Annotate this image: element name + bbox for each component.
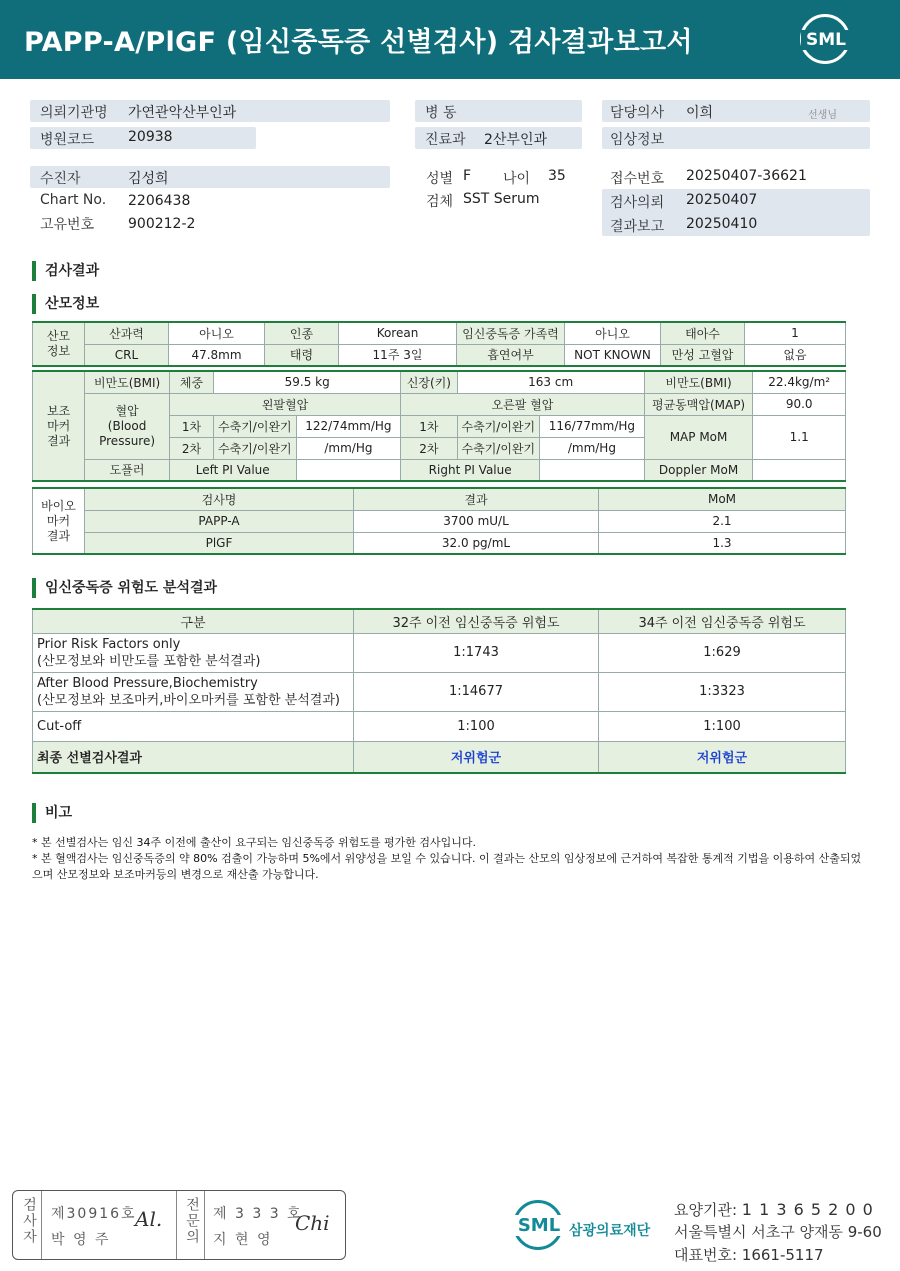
weight-value: 59.5 kg — [214, 371, 401, 393]
section-maternal-title: 산모정보 — [32, 294, 99, 314]
signature-box — [12, 1190, 346, 1260]
bio-header: MoM — [599, 488, 846, 510]
map-mom-value: 1.1 — [753, 415, 846, 459]
footer-tel — [674, 1244, 824, 1265]
bio-group-label: 바이오 마커 결과 — [33, 488, 85, 554]
maternal-table — [32, 321, 846, 367]
bmi-label-2: 비만도(BMI) — [644, 371, 753, 393]
risk-row-label — [33, 672, 354, 711]
age-value: 35 — [548, 168, 566, 184]
final-result-label: 최종 선별검사결과 — [33, 741, 354, 773]
expert-label: 전문의 — [184, 1197, 200, 1245]
section-risk-title: 임신중독증 위험도 분석결과 — [32, 578, 217, 598]
maternal-group-label: 산모 정보 — [33, 322, 85, 366]
doctor-label: 담당의사 — [610, 105, 665, 121]
doppler-mom-value — [753, 459, 846, 481]
risk-value: 1:1743 — [354, 633, 599, 672]
final-result-34: 저위험군 — [599, 741, 846, 773]
code-label: 병원코드 — [40, 132, 95, 148]
footer-logo-text: SML — [512, 1215, 566, 1236]
patient-label: 수진자 — [40, 171, 81, 187]
height-value: 163 cm — [457, 371, 644, 393]
sml-logo — [800, 14, 850, 64]
sys-dia-label-right-2: 수축기/이완기 — [457, 437, 540, 459]
map-label: 평균동맥압(MAP) — [644, 393, 753, 415]
sys-dia-label: 수축기/이완기 — [214, 415, 297, 437]
sys-dia-label-right: 수축기/이완기 — [457, 415, 540, 437]
tester-license: 제30916호 — [51, 1206, 137, 1222]
footer-tel-label: 대표번호: — [674, 1246, 738, 1264]
chart-value: 2206438 — [128, 193, 191, 209]
left-pi-value — [296, 459, 401, 481]
section-result-title: 검사결과 — [32, 261, 99, 281]
note-line: * 본 혈액검사는 임신중독증의 약 80% 검출이 가능하며 5%에서 위양성을 보일 수 있습니다. 이 결과는 산모의 임상정보에 근거하여 복잡한 통계적 기법을 이용하여 산출되었으며 산모정보와 보조마커등의 변경으로 재산출 가능합니다. — [32, 852, 862, 881]
risk-header: 구분 — [33, 609, 354, 633]
hospital-value: 가연관악산부인과 — [128, 105, 237, 121]
right-bp-1: 116/77mm/Hg — [540, 415, 645, 437]
id-label: 고유번호 — [40, 217, 95, 233]
bmi-label: 비만도(BMI) — [85, 371, 170, 393]
tester-label: 검사자 — [21, 1197, 37, 1245]
maternal-cell: 만성 고혈압 — [661, 344, 745, 366]
map-mom-label: MAP MoM — [644, 415, 753, 459]
aux-marker-table — [32, 370, 846, 482]
maternal-cell: 흡연여부 — [457, 344, 565, 366]
maternal-cell: 아니오 — [169, 322, 265, 344]
report-header — [0, 0, 900, 79]
risk-row-title: Prior Risk Factors only — [37, 636, 181, 652]
footer-sml-logo — [513, 1200, 563, 1250]
sex-value: F — [463, 168, 472, 184]
bio-cell: PAPP-A — [85, 510, 354, 532]
request-value: 20250407 — [686, 192, 758, 208]
bio-cell: 32.0 pg/mL — [354, 532, 599, 554]
maternal-cell: Korean — [339, 322, 457, 344]
left-bp-2: /mm/Hg — [296, 437, 401, 459]
cutoff-label: Cut-off — [33, 711, 354, 741]
bio-cell: 1.3 — [599, 532, 846, 554]
first-label-right: 1차 — [401, 415, 457, 437]
age-label: 나이 — [503, 171, 531, 187]
note-line: * 본 선별검사는 임신 34주 이전에 출산이 요구되는 임신중독증 위험도를 평가한 검사입니다. — [32, 836, 476, 849]
tester-name: 박 영 주 — [51, 1232, 111, 1248]
doctor-value: 이희 — [686, 105, 714, 121]
risk-value: 1:629 — [599, 633, 846, 672]
footer-org-name: 삼광의료재단 — [569, 1223, 651, 1239]
patient-value: 김성희 — [128, 171, 169, 187]
footer-address: 서울특별시 서초구 양재동 9-60 — [674, 1223, 882, 1241]
bp-label: 혈압 (Blood Pressure) — [85, 393, 170, 459]
maternal-cell: 임신중독증 가족력 — [457, 322, 565, 344]
specimen-label: 검체 — [426, 194, 454, 210]
risk-value: 1:14677 — [354, 672, 599, 711]
receipt-value: 20250407-36621 — [686, 168, 807, 184]
risk-value: 1:3323 — [599, 672, 846, 711]
doppler-label: 도플러 — [85, 459, 170, 481]
footer-code-value: 1 1 3 6 5 2 0 0 — [741, 1200, 874, 1219]
risk-row-subtitle: (산모정보와 보조마커,바이오마커를 포함한 분석결과) — [37, 692, 340, 708]
left-pi-label: Left PI Value — [169, 459, 296, 481]
chart-label: Chart No. — [40, 192, 107, 208]
left-arm-label: 왼팔혈압 — [169, 393, 400, 415]
bio-header: 결과 — [354, 488, 599, 510]
risk-header: 32주 이전 임신중독증 위험도 — [354, 609, 599, 633]
final-result-32: 저위험군 — [354, 741, 599, 773]
request-label: 검사의뢰 — [610, 195, 665, 211]
sys-dia-label-2: 수축기/이완기 — [214, 437, 297, 459]
clinical-label: 임상정보 — [610, 132, 665, 148]
maternal-cell: 11주 3일 — [339, 344, 457, 366]
second-label: 2차 — [169, 437, 213, 459]
id-value: 900212-2 — [128, 216, 196, 232]
weight-label: 체중 — [169, 371, 213, 393]
risk-row-subtitle: (산모정보와 비만도를 포함한 분석결과) — [37, 653, 261, 669]
report-label: 결과보고 — [610, 219, 665, 235]
risk-row-label — [33, 633, 354, 672]
right-pi-label: Right PI Value — [401, 459, 540, 481]
maternal-cell: 47.8mm — [169, 344, 265, 366]
second-label-right: 2차 — [401, 437, 457, 459]
sml-logo-text: SML — [801, 30, 851, 50]
remarks-notes — [32, 835, 862, 883]
right-bp-2: /mm/Hg — [540, 437, 645, 459]
bio-cell: PlGF — [85, 532, 354, 554]
dept-value: 2산부인과 — [484, 132, 548, 148]
map-value: 90.0 — [753, 393, 846, 415]
biomarker-table — [32, 487, 846, 555]
divider — [176, 1191, 177, 1259]
report-title: PAPP-A/PlGF (임신중독증 선별검사) 검사결과보고서 — [24, 27, 693, 58]
bio-header: 검사명 — [85, 488, 354, 510]
ward-label: 병 동 — [425, 105, 457, 121]
doppler-mom-label: Doppler MoM — [644, 459, 753, 481]
maternal-cell: 태령 — [265, 344, 339, 366]
right-arm-label: 오른팔 혈압 — [401, 393, 644, 415]
risk-table — [32, 608, 846, 774]
bio-cell: 2.1 — [599, 510, 846, 532]
maternal-cell: 태아수 — [661, 322, 745, 344]
code-value: 20938 — [128, 129, 173, 145]
dept-label: 진료과 — [425, 132, 466, 148]
expert-name: 지 현 영 — [213, 1232, 273, 1248]
specimen-value: SST Serum — [463, 191, 540, 207]
footer-tel-value: 1661-5117 — [741, 1246, 824, 1264]
report-value: 20250410 — [686, 216, 758, 232]
cutoff-value: 1:100 — [354, 711, 599, 741]
sex-label: 성별 — [426, 171, 454, 187]
divider — [41, 1191, 42, 1259]
bmi-value: 22.4kg/m² — [753, 371, 846, 393]
expert-signature: Chi — [295, 1211, 330, 1235]
right-pi-value — [540, 459, 645, 481]
first-label: 1차 — [169, 415, 213, 437]
maternal-cell: 산과력 — [85, 322, 169, 344]
receipt-label: 접수번호 — [610, 171, 665, 187]
tester-signature: Al. — [135, 1207, 163, 1231]
cutoff-value: 1:100 — [599, 711, 846, 741]
maternal-cell: NOT KNOWN — [565, 344, 661, 366]
aux-group-label: 보조 마커 결과 — [33, 371, 85, 481]
bio-cell: 3700 mU/L — [354, 510, 599, 532]
patient-bar — [30, 166, 390, 188]
risk-header: 34주 이전 임신중독증 위험도 — [599, 609, 846, 633]
maternal-cell: 1 — [745, 322, 846, 344]
doctor-suffix: 선생님 — [808, 110, 837, 121]
left-bp-1: 122/74mm/Hg — [296, 415, 401, 437]
maternal-cell: 인종 — [265, 322, 339, 344]
section-remarks-title: 비고 — [32, 803, 72, 823]
footer-code — [674, 1199, 874, 1220]
maternal-cell: CRL — [85, 344, 169, 366]
height-label: 신장(키) — [401, 371, 457, 393]
hospital-label: 의뢰기관명 — [40, 105, 108, 121]
maternal-cell: 아니오 — [565, 322, 661, 344]
maternal-cell: 없음 — [745, 344, 846, 366]
risk-row-title: After Blood Pressure,Biochemistry — [37, 675, 258, 691]
expert-license: 제 3 3 3 호 — [213, 1206, 303, 1222]
divider — [204, 1191, 205, 1259]
footer-code-label: 요양기관: — [674, 1201, 738, 1219]
